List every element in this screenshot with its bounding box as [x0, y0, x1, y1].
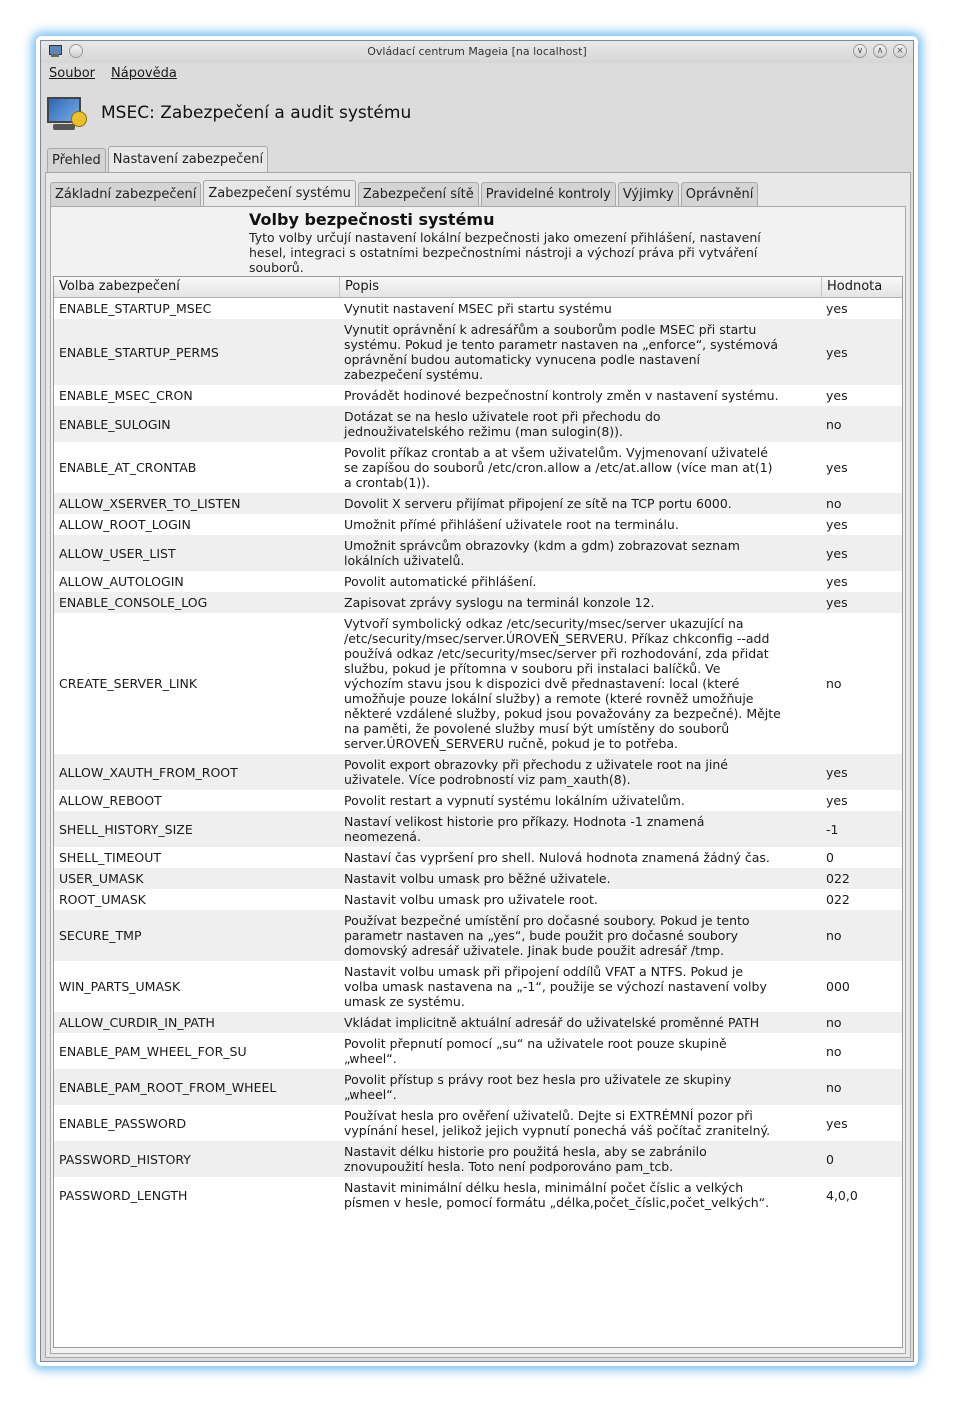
option-cell: ALLOW_AUTOLOGIN — [59, 574, 184, 589]
header-popis[interactable]: Popis — [339, 277, 821, 297]
option-cell: ENABLE_CONSOLE_LOG — [59, 595, 208, 610]
option-cell: ROOT_UMASK — [59, 892, 146, 907]
description-cell: Nastavit minimální délku hesla, minimální počet číslic a velkých písmen v hesle, pomocí formátu „délka,počet_číslic,počet_velkých“. — [344, 1180, 770, 1210]
table-row[interactable] — [54, 613, 902, 754]
table-row[interactable] — [54, 790, 902, 811]
description-cell: Používat bezpečné umístění pro dočasné soubory. Pokud je tento parametr nastaven na „yes“, bude použit pro dočasné soubory domovský adresář uživatele. Jinak bude použit adresář /tmp. — [344, 913, 750, 958]
table-row[interactable] — [54, 1069, 902, 1105]
value-cell[interactable]: yes — [826, 574, 848, 589]
value-cell[interactable]: yes — [826, 793, 848, 808]
table-row[interactable] — [54, 754, 902, 790]
table-row[interactable] — [54, 493, 902, 514]
option-cell: PASSWORD_HISTORY — [59, 1151, 191, 1167]
option-cell: ENABLE_AT_CRONTAB — [59, 460, 197, 475]
table-row[interactable] — [54, 514, 902, 535]
description-cell: Nastaví čas vypršení pro shell. Nulová hodnota znamená žádný čas. — [344, 850, 770, 865]
page-header — [45, 91, 885, 137]
section-description: Tyto volby určují nastavení lokální bezpečnosti jako omezení přihlášení, nastavení hesel, integraci s ostatními bezpečnostními nástroji a výchozí práva při vytváření souborů. — [249, 230, 761, 275]
description-cell: Nastavit volbu umask pro uživatele root. — [344, 892, 598, 907]
description-cell: Povolit přepnutí pomocí „su“ na uživatele root pouze skupině „wheel“. — [344, 1036, 727, 1066]
menu-soubor[interactable]: Soubor — [49, 66, 95, 81]
value-cell[interactable]: 0 — [826, 1151, 834, 1167]
inner-tab-panel — [50, 206, 906, 1354]
tab-zakladni-zabezpeceni[interactable]: Základní zabezpečení — [50, 182, 201, 206]
description-cell: Vynutit oprávnění k adresářům a souborům podle MSEC při startu systému. Pokud je tento parametr nastaven na „enforce“, systémová oprávnění budou automaticky vynucena podle nastavení zabezpečení systému. — [344, 322, 779, 382]
option-cell: ENABLE_PASSWORD — [59, 1115, 187, 1131]
header-hodnota[interactable]: Hodnota — [821, 277, 902, 297]
value-cell[interactable]: yes — [826, 517, 848, 532]
option-cell: ALLOW_REBOOT — [59, 793, 162, 808]
description-cell: Povolit export obrazovky při přechodu z uživatele root na jiné uživatele. Více podrobností viz pam_xauth(8). — [344, 757, 728, 787]
outer-tab-bar — [47, 146, 268, 172]
value-cell[interactable]: yes — [826, 595, 848, 610]
option-cell: ALLOW_ROOT_LOGIN — [59, 517, 191, 532]
description-cell: Nastaví velikost historie pro příkazy. Hodnota -1 znamená neomezená. — [344, 814, 705, 844]
option-cell: ENABLE_PAM_ROOT_FROM_WHEEL — [59, 1079, 277, 1095]
table-row[interactable] — [54, 298, 902, 319]
header-volba[interactable]: Volba zabezpečení — [59, 279, 180, 294]
window-title: Ovládací centrum Mageia [na localhost] — [367, 45, 587, 58]
table-row[interactable] — [54, 1141, 902, 1177]
table-header — [54, 277, 902, 298]
value-cell[interactable]: yes — [826, 388, 848, 403]
tab-pravidelne-kontroly[interactable]: Pravidelné kontroly — [481, 182, 616, 206]
description-cell: Vynutit nastavení MSEC při startu systému — [344, 301, 612, 316]
table-row[interactable] — [54, 571, 902, 592]
table-row[interactable] — [54, 535, 902, 571]
description-cell: Povolit příkaz crontab a at všem uživatelům. Vyjmenovaní uživatelé se zapíšou do souborů /etc/cron.allow a /etc/at.allow (více man at(1) a crontab(1)). — [344, 445, 773, 490]
table-row[interactable] — [54, 889, 902, 910]
tab-vyjimky[interactable]: Výjimky — [618, 182, 679, 206]
description-cell: Dovolit X serveru přijímat připojení ze sítě na TCP portu 6000. — [344, 496, 732, 511]
table-row[interactable] — [54, 868, 902, 889]
value-cell[interactable]: 000 — [826, 979, 850, 994]
table-row[interactable] — [54, 319, 902, 385]
value-cell[interactable]: yes — [826, 301, 848, 316]
value-cell[interactable]: no — [826, 928, 842, 943]
option-cell: ALLOW_CURDIR_IN_PATH — [59, 1015, 215, 1030]
description-cell: Vkládat implicitně aktuální adresář do uživatelské proměnné PATH — [344, 1015, 760, 1030]
option-cell: ALLOW_XSERVER_TO_LISTEN — [59, 496, 241, 511]
inner-tab-bar — [50, 180, 758, 206]
section-title: Volby bezpečnosti systému — [249, 210, 495, 229]
table-row[interactable] — [54, 385, 902, 406]
value-cell[interactable]: 022 — [826, 871, 850, 886]
value-cell[interactable]: no — [826, 1015, 842, 1030]
option-cell: SECURE_TMP — [59, 928, 142, 943]
description-cell: Povolit restart a vypnutí systému lokálním uživatelům. — [344, 793, 685, 808]
value-cell[interactable]: 022 — [826, 892, 850, 907]
description-cell: Povolit automatické přihlášení. — [344, 574, 537, 589]
value-cell[interactable]: 0 — [826, 850, 834, 865]
table-row[interactable] — [54, 592, 902, 613]
option-cell: ENABLE_STARTUP_PERMS — [59, 344, 219, 360]
option-cell: WIN_PARTS_UMASK — [59, 979, 181, 994]
value-cell[interactable]: yes — [826, 764, 848, 780]
outer-tab-panel — [45, 172, 911, 1358]
description-cell: Povolit přístup s právy root bez hesla pro uživatele ze skupiny „wheel“. — [344, 1072, 732, 1102]
value-cell[interactable]: no — [826, 496, 842, 511]
tab-zabezpeceni-systemu[interactable]: Zabezpečení systému — [203, 180, 356, 206]
table-row[interactable] — [54, 811, 902, 847]
description-cell: Zapisovat zprávy syslogu na terminál konzole 12. — [344, 595, 655, 610]
table-row[interactable] — [54, 1105, 902, 1141]
table-row[interactable] — [54, 442, 902, 493]
tab-opravneni[interactable]: Oprávnění — [681, 182, 759, 206]
option-cell: PASSWORD_LENGTH — [59, 1187, 188, 1203]
value-cell[interactable]: -1 — [826, 821, 839, 837]
option-cell: ALLOW_USER_LIST — [59, 545, 176, 561]
minimize-icon[interactable]: ∨ — [853, 44, 867, 58]
options-table — [53, 276, 903, 1348]
option-cell: ENABLE_STARTUP_MSEC — [59, 301, 212, 316]
app-window — [40, 40, 914, 1362]
value-cell[interactable]: yes — [826, 344, 848, 360]
table-row[interactable] — [54, 1177, 902, 1213]
menu-napoveda[interactable]: Nápověda — [111, 66, 177, 81]
table-row[interactable] — [54, 406, 902, 442]
option-cell: ENABLE_PAM_WHEEL_FOR_SU — [59, 1043, 247, 1059]
option-cell: CREATE_SERVER_LINK — [59, 676, 198, 691]
description-cell: Nastavit délku historie pro použitá hesla, aby se zabránilo znovupoužití hesla. Toto není podporováno pam_tcb. — [344, 1144, 707, 1174]
tab-nastaveni-zabezpeceni[interactable]: Nastavení zabezpečení — [108, 146, 268, 172]
page-title: MSEC: Zabezpečení a audit systému — [101, 103, 412, 123]
value-cell[interactable]: 4,0,0 — [826, 1187, 858, 1203]
value-cell[interactable]: no — [826, 416, 842, 432]
option-cell: ENABLE_SULOGIN — [59, 416, 171, 432]
section-header — [249, 211, 769, 275]
description-cell: Nastavit volbu umask při připojení oddílů VFAT a NTFS. Pokud je volba umask nastavena na „-1“, použije se výchozí nastavení volby umask ze systému. — [344, 964, 767, 1009]
value-cell[interactable]: yes — [826, 460, 848, 475]
maximize-icon[interactable]: ∧ — [873, 44, 887, 58]
table-row[interactable] — [54, 961, 902, 1012]
table-body — [54, 298, 902, 1213]
value-cell[interactable]: yes — [826, 1115, 848, 1131]
value-cell[interactable]: yes — [826, 545, 848, 561]
menu-bar — [49, 66, 177, 81]
close-icon[interactable]: × — [893, 44, 907, 58]
value-cell[interactable]: no — [826, 676, 842, 691]
option-cell: USER_UMASK — [59, 871, 144, 886]
value-cell[interactable]: no — [826, 1079, 842, 1095]
table-row[interactable] — [54, 847, 902, 868]
table-row[interactable] — [54, 1033, 902, 1069]
description-cell: Umožnit správcům obrazovky (kdm a gdm) zobrazovat seznam lokálních uživatelů. — [344, 538, 740, 568]
description-cell: Vytvoří symbolický odkaz /etc/security/msec/server ukazující na /etc/security/msec/server.ÚROVEŇ_SERVERU. Příkaz chkconfig --add používá odkaz /etc/security/msec/server při rozhodování, zda přidat službu, pokud je přítomna v souboru při instalaci balíčků. Ve výchozím stavu jsou k dispozici dvě přednastavení: local (které umožňuje pouze lokální služby) a remote (které rovněž umožňuje některé vzdálené služby, pokud jsou považovány za bezpečné). Mějte na paměti, že povolené služby musí být umístěny do souborů server.ÚROVEŇ_SERVERU ručně, pokud je to potřeba. — [344, 616, 781, 751]
description-cell: Umožnit přímé přihlášení uživatele root na terminálu. — [344, 517, 679, 532]
description-cell: Dotázat se na heslo uživatele root při přechodu do jednouživatelského režimu (man sulogin(8)). — [344, 409, 661, 439]
option-cell: ALLOW_XAUTH_FROM_ROOT — [59, 764, 238, 780]
tab-prehled[interactable]: Přehled — [47, 148, 106, 172]
option-cell: SHELL_TIMEOUT — [59, 850, 162, 865]
option-cell: SHELL_HISTORY_SIZE — [59, 821, 193, 837]
table-row[interactable] — [54, 910, 902, 961]
tab-zabezpeceni-site[interactable]: Zabezpečení sítě — [358, 182, 479, 206]
monitor-key-icon — [45, 95, 87, 133]
title-bar[interactable] — [41, 41, 913, 63]
description-cell: Používat hesla pro ověření uživatelů. Dejte si EXTRÉMNÍ pozor při vypínání hesel, jelikož jejich vypnutí ponechá váš počítač zranitelný. — [344, 1108, 771, 1138]
value-cell[interactable]: no — [826, 1043, 842, 1059]
description-cell: Provádět hodinové bezpečnostní kontroly změn v nastavení systému. — [344, 388, 779, 403]
option-cell: ENABLE_MSEC_CRON — [59, 388, 193, 403]
table-row[interactable] — [54, 1012, 902, 1033]
description-cell: Nastavit volbu umask pro běžné uživatele. — [344, 871, 611, 886]
